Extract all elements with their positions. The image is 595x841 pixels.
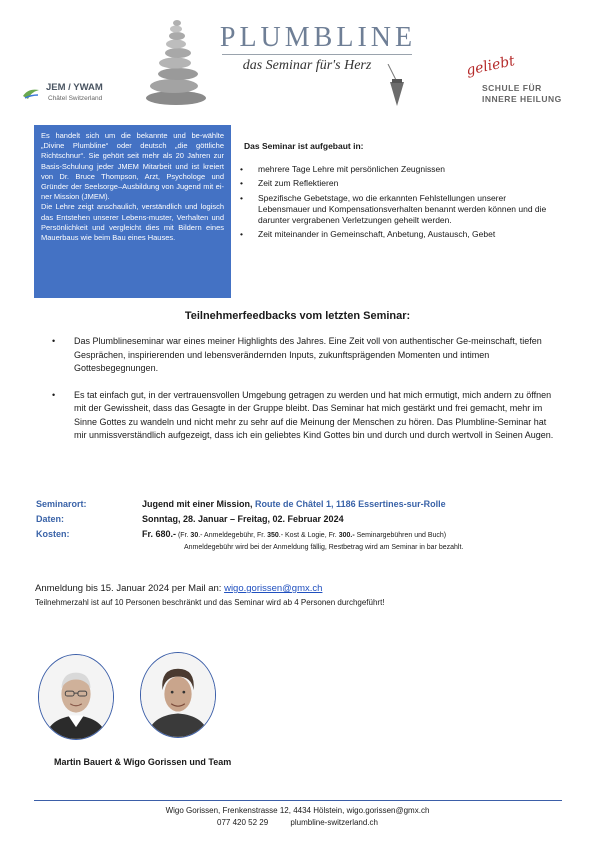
brand-title: PLUMBLINE — [219, 22, 417, 53]
cost-part: Seminargebühren und Buch) — [354, 532, 447, 539]
brand-rule-line — [222, 54, 412, 55]
feedback-title: Teilnehmerfeedbacks vom letzten Seminar: — [184, 310, 411, 322]
registration-text: Anmeldung bis 15. Januar 2024 per Mail an: — [35, 583, 225, 594]
cost-part: .- Anmeldegebühr, Fr. — [198, 532, 268, 539]
cost-seminar: 300.- — [338, 532, 355, 539]
feedback-item: • Das Plumblineseminar war eines meiner Highlights des Jahres. Eine Zeit voll von authentischer Ge-meinschaft, tiefen Gesprächen, inspirierenden und lebensverändernden Inputs, zukunftsprägenden Momenten und intimen Gottesbegegnungen. — [52, 335, 556, 376]
cost-board: 350 — [267, 532, 279, 539]
date-value: Sonntag, 28. Januar – Freitag, 02. Februar 2024 — [142, 514, 344, 524]
portrait-icon — [39, 655, 113, 739]
brand-subtitle: das Seminar für's Herz — [242, 58, 372, 73]
cost-note: Anmeldegebühr wird bei der Anmeldung fällig, Restbetrag wird am Seminar in bar bezahlt. — [184, 544, 464, 551]
footer-divider — [34, 800, 562, 801]
place-label: Seminarort: — [36, 499, 87, 509]
stacked-stones-logo — [140, 14, 212, 106]
feedback-list — [52, 335, 556, 456]
structure-title: Das Seminar ist aufgebaut in: — [244, 141, 364, 151]
structure-item: • Zeit miteinander in Gemeinschaft, Anbetung, Austausch, Gebet — [240, 229, 552, 240]
jem-location: Châtel Switzerland — [48, 95, 103, 102]
portrait-icon — [141, 653, 215, 737]
structure-item: • Spezifische Gebetstage, wo die erkannten Fehlstellungen unserer Lebensmauer und Kompensationsverhalten benannt werden können und die darunter vergrabenen Verletzungen geheilt werden. — [240, 193, 552, 227]
cost-label: Kosten: — [36, 529, 70, 539]
registration-email-link[interactable]: wigo.gorissen@gmx.ch — [224, 583, 323, 594]
cost-value — [142, 529, 446, 539]
portrait-photo-wigo — [140, 652, 216, 738]
team-names: Martin Bauert & Wigo Gorissen und Team — [54, 757, 232, 767]
feedback-item: • Es tat einfach gut, in der vertrauensvollen Umgebung getragen zu werden und hat mich ermutigt, mich andern zu öffnen mit der Gewissheit, dass das Gesagte in der Gruppe bleibt. Das Seminar hat mich gestärkt und frei gemacht, mehr im Sinne Gottes zu wandeln und nicht mehr zu sehr auf die Meinung der Menschen zu hören. Das Plumbline-Seminar hat mir unmissverständlich aufgezeigt, dass ich ein geliebtes Kind Gottes bin und durch und durch wertvoll in Seinen Augen. — [52, 389, 556, 443]
footer-contact — [0, 818, 595, 827]
geliebt-logo-text: geliebt — [464, 53, 517, 79]
structure-list — [240, 164, 552, 244]
date-label: Daten: — [36, 514, 65, 524]
intro-paragraph-2: Die Lehre zeigt anschaulich, verständlich und logisch das Entstehen unserer Lebens-muster, Verhalten und Persönlichkeit und vergleicht dies mit Bildern eines Mauerbaus wie beim Bau eines Hauses. — [41, 202, 224, 243]
footer-phone: 077 420 52 29 — [217, 818, 269, 827]
cost-part: (Fr. — [176, 532, 191, 539]
cost-fee: 30 — [190, 532, 199, 539]
place-org: Jugend mit einer Mission, — [142, 499, 253, 509]
cost-part: .- Kost & Logie, Fr. — [278, 532, 339, 539]
plumb-bob-icon — [384, 64, 410, 108]
school-line-2: INNERE HEILUNG — [482, 94, 562, 104]
structure-item: • Zeit zum Reflektieren — [240, 178, 552, 189]
cost-total: Fr. 680.- — [142, 529, 177, 539]
place-value — [142, 499, 446, 509]
jem-name: JEM / YWAM — [46, 82, 103, 93]
intro-box — [34, 125, 231, 298]
structure-item: • mehrere Tage Lehre mit persönlichen Zeugnissen — [240, 164, 552, 175]
portrait-photo-martin — [38, 654, 114, 740]
footer-address: Wigo Gorissen, Frenkenstrasse 12, 4434 Hölstein, wigo.gorissen@gmx.ch — [165, 806, 430, 815]
participant-limit: Teilnehmerzahl ist auf 10 Personen beschränkt und das Seminar wird ab 4 Personen durchgeführt! — [35, 598, 385, 607]
footer-website[interactable]: plumbline-switzerland.ch — [290, 818, 378, 827]
school-line-1: SCHULE FÜR — [482, 83, 542, 93]
jem-mark-icon — [22, 86, 40, 100]
intro-paragraph-1: Es handelt sich um die bekannte und be-wählte „Divine Plumbline“ oder deutsch „die göttliche Richtschnur“. Sie gehört seit mehr als 20 Jahren zur Basis-Schulung jeder JMEM Mitarbeit und ist kreiert von Dr. Bruce Thompson, Arzt, Psychologe und Gründer der Seelsorge–Ausbildung von Jugend mit ei-ner Mission (JMEM). — [41, 131, 224, 202]
registration-line — [35, 583, 322, 594]
place-address: Route de Châtel 1, 1186 Essertines-sur-Rolle — [255, 499, 446, 509]
